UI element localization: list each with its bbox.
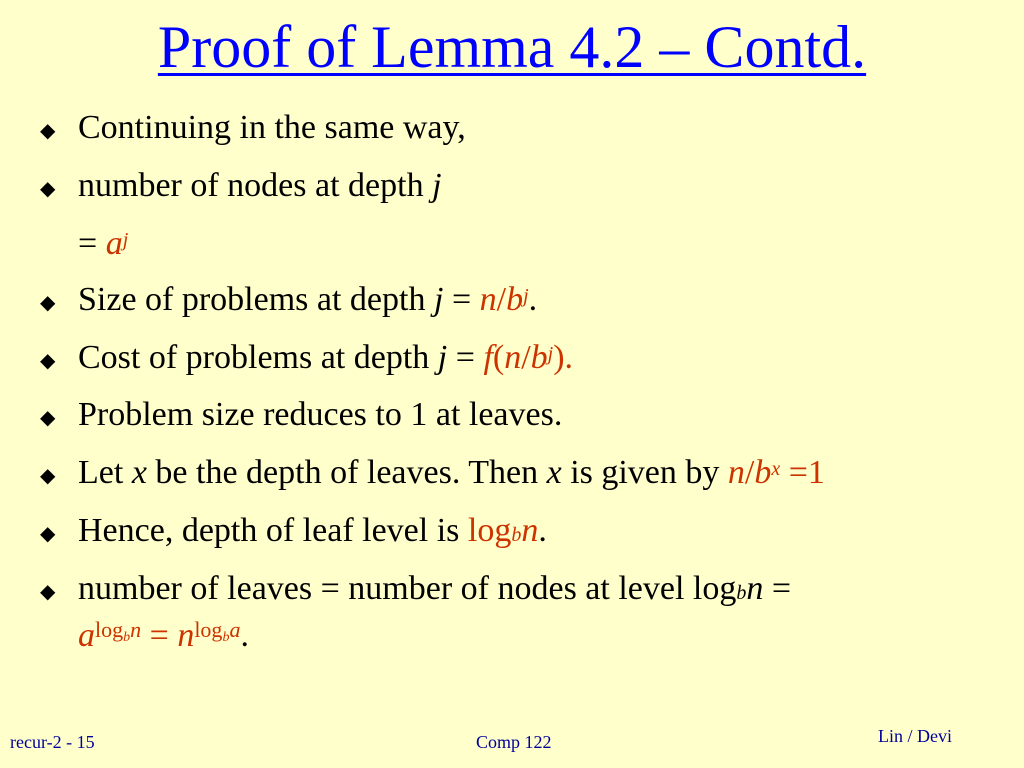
text: Hence, depth of leaf level is [78,512,468,549]
var-j: j [433,281,444,318]
sub-b: b [736,582,747,604]
number-leaves-formula [78,616,249,660]
var-b: b [506,281,524,318]
equals: = [763,570,792,607]
paren-close: ). [553,339,574,376]
text: Continuing in the same way, [78,109,466,146]
var-n: n [130,617,142,642]
text: Let [78,454,132,491]
bullet-icon: ◆ [40,465,56,487]
bullet-number-leaves [78,569,791,609]
var-j: j [437,339,448,376]
var-f: f [483,339,493,376]
var-x: x [546,454,562,491]
slide-title: Proof of Lemma 4.2 – Contd. [157,14,867,80]
nodes-depth-formula [78,224,128,264]
footer-authors: Lin / Devi [878,726,952,746]
sup-x: x [771,458,781,480]
bullet-nodes-depth [78,166,442,206]
equals: = [447,339,484,376]
exp-log-b-n [95,617,142,645]
sub-b: b [511,524,522,546]
var-j: j [432,167,442,204]
text: be the depth of leaves. Then [146,454,547,491]
log: log [467,512,512,549]
bullet-icon: ◆ [40,581,56,603]
var-n: n [479,281,497,318]
bullet-depth-leaves [78,453,825,493]
equals: = [78,225,106,262]
var-n: n [746,570,764,607]
period: . [528,281,538,318]
period: . [240,617,249,654]
bullet-icon: ◆ [40,120,56,142]
paren: ( [492,339,505,376]
var-n: n [504,339,522,376]
sub-b: b [222,630,230,645]
var-n: n [521,512,539,549]
footer-slide-number: recur-2 - 15 [10,732,95,752]
bullet-leaf-level [78,511,547,551]
sup-j: j [547,343,554,365]
sub-b: b [123,630,131,645]
text: is given by [561,454,728,491]
bullet-icon: ◆ [40,178,56,200]
bullet-icon: ◆ [40,523,56,545]
slash: / [521,339,531,376]
text: Problem size reduces to 1 at leaves. [78,396,563,433]
bullet-problem-size [78,395,562,435]
log: log [194,617,223,642]
var-a: a [229,617,241,642]
bullet-cost-problems [78,338,573,378]
slash: / [744,454,755,491]
var-b: b [754,454,772,491]
var-b: b [530,339,548,376]
bullet-continuing [78,108,466,148]
bullet-size-problems [78,280,537,320]
equals: = [141,617,178,654]
var-a: a [105,225,123,262]
bullet-icon: ◆ [40,407,56,429]
footer-course: Comp 122 [476,732,552,752]
var-a: a [78,617,95,654]
equals-one: =1 [780,454,825,491]
bullet-icon: ◆ [40,350,56,372]
equals: = [443,281,480,318]
text: Size of problems at depth [78,281,434,318]
slash: / [496,281,507,318]
log: log [95,617,124,642]
bullet-icon: ◆ [40,292,56,314]
sup-j: j [122,229,129,251]
period: . [538,512,547,549]
var-n: n [177,617,195,654]
var-n: n [727,454,745,491]
text: number of nodes at depth [78,167,433,204]
text: number of leaves = number of nodes at level log [78,570,737,607]
var-x: x [131,454,147,491]
sup-j: j [523,285,529,307]
exp-log-b-a [194,617,241,645]
text: Cost of problems at depth [78,339,438,376]
